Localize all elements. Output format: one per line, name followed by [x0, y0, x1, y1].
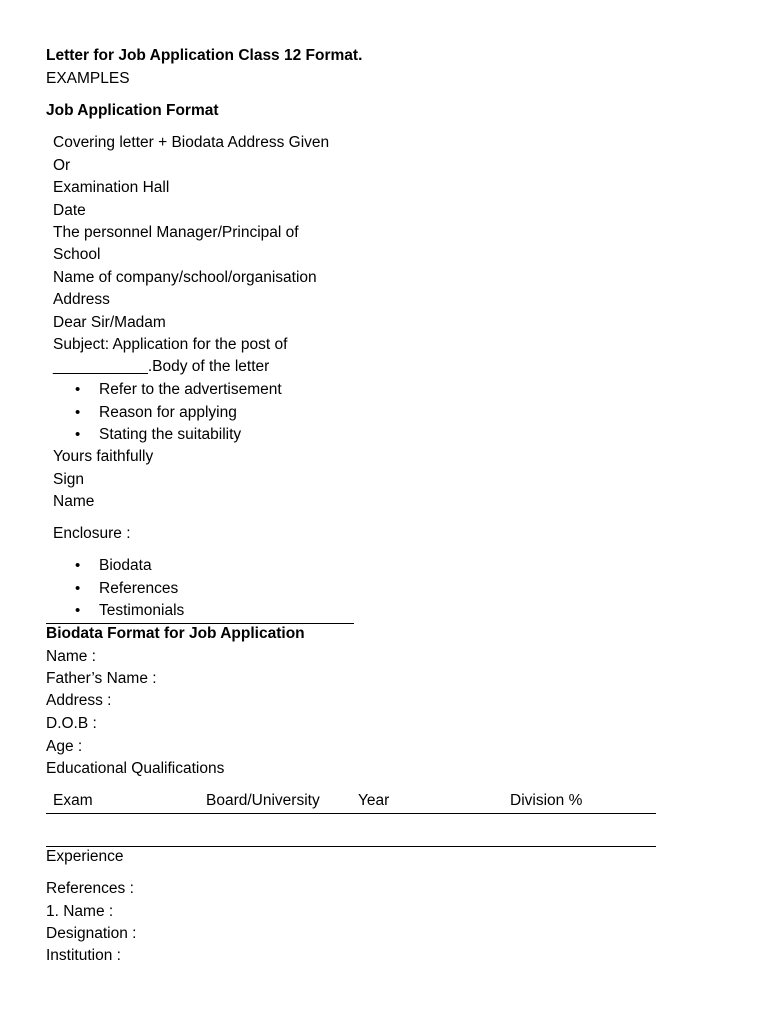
references-line: Institution : [46, 947, 121, 964]
biodata-field: Address : [46, 692, 112, 709]
letter-line: Address [53, 291, 110, 308]
letter-line: School [53, 246, 101, 263]
table-header-year: Year [358, 792, 390, 809]
letter-line: Dear Sir/Madam [53, 313, 166, 331]
references-line: References : [46, 880, 134, 897]
table-header-rule [46, 813, 656, 814]
table-bottom-rule [46, 846, 656, 847]
list-item: • Reason for applying [53, 402, 282, 425]
references-line: 1. Name : [46, 902, 114, 920]
table-header-board: Board/University [206, 792, 320, 809]
enclosure-label: Enclosure : [53, 525, 131, 542]
letter-line: Examination Hall [53, 179, 170, 196]
biodata-field: Father’s Name : [46, 670, 157, 687]
body-points-list [53, 379, 282, 447]
closing-line: Yours faithfully [53, 448, 154, 465]
letter-line: Covering letter + Biodata Address Given [53, 134, 330, 151]
section-heading-biodata: Biodata Format for Job Application [46, 625, 305, 642]
letter-line: Subject: Application for the post of [53, 336, 288, 353]
letter-line: Date [53, 201, 86, 219]
biodata-field: Age : [46, 737, 83, 755]
list-item: • Refer to the advertisement [53, 379, 282, 402]
list-item: • References [53, 578, 184, 601]
letter-line: The personnel Manager/Principal of [53, 224, 299, 241]
section-heading-job-application: Job Application Format [46, 102, 219, 119]
biodata-field: Educational Qualifications [46, 760, 225, 777]
biodata-field: D.O.B : [46, 715, 97, 732]
letter-line: Name of company/school/organisation [53, 268, 317, 286]
table-header-division: Division % [510, 792, 583, 809]
list-item: • Stating the suitability [53, 424, 282, 447]
document-title: Letter for Job Application Class 12 Format. [46, 47, 363, 64]
letter-line: Or [53, 156, 71, 174]
letter-line: ___________.Body of the letter [53, 358, 270, 375]
references-line: Designation : [46, 925, 137, 942]
document-subtitle: EXAMPLES [46, 70, 130, 87]
table-header-exam: Exam [53, 792, 93, 809]
biodata-field: Name : [46, 647, 96, 665]
list-item: • Testimonials [53, 600, 184, 623]
closing-line: Name [53, 493, 95, 510]
experience-label: Experience [46, 848, 124, 865]
closing-line: Sign [53, 470, 85, 488]
enclosures-list [53, 555, 184, 623]
list-item: • Biodata [53, 555, 184, 578]
